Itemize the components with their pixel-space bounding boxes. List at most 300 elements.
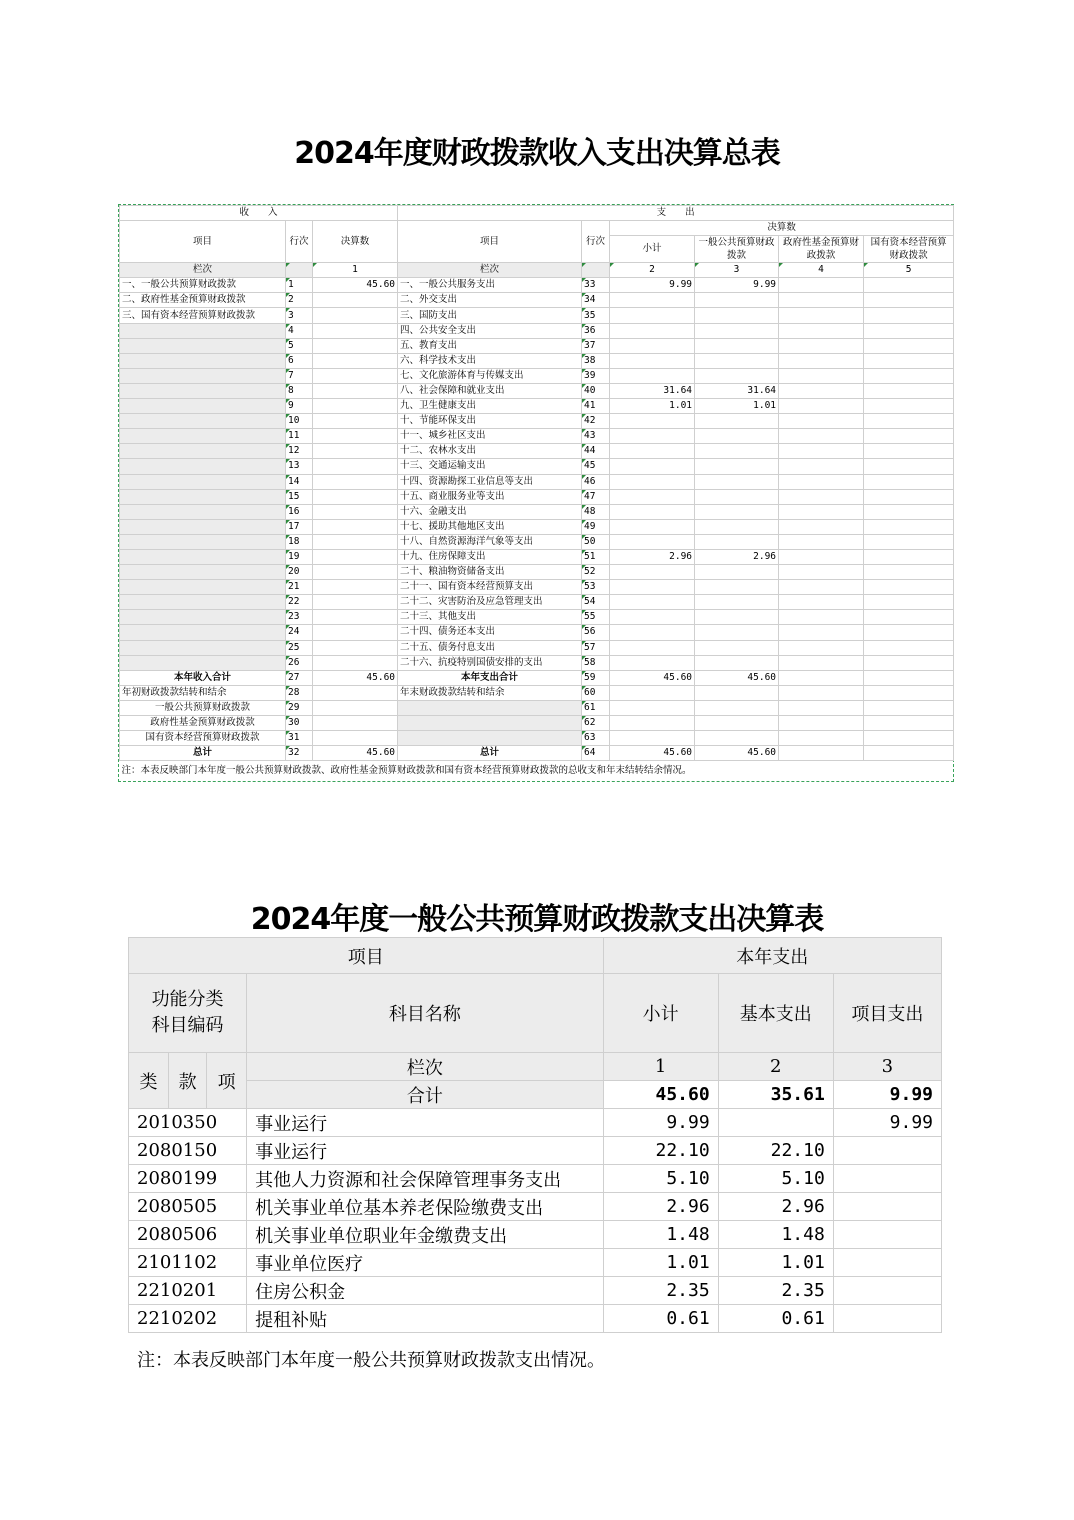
row-subtotal: 22.10: [603, 1137, 718, 1165]
carry-sub: [610, 731, 695, 746]
expense-item: 十九、住房保障支出: [398, 549, 582, 564]
expense-item: 二十三、其他支出: [398, 610, 582, 625]
table1-container: [118, 204, 954, 782]
expense-general: [695, 414, 779, 429]
table1-carry-row: [120, 731, 954, 746]
expense-fund: [779, 655, 864, 670]
expense-item: 十二、农林水支出: [398, 444, 582, 459]
expense-item: 二十二、灾害防治及应急管理支出: [398, 595, 582, 610]
table1-row: [120, 444, 954, 459]
expense-state: [864, 565, 954, 580]
expense-general: [695, 474, 779, 489]
expense-row-no: 38: [582, 353, 610, 368]
expense-row-no: 48: [582, 504, 610, 519]
grand-expense-no: 64: [582, 746, 610, 761]
income-row-no: 2: [286, 293, 313, 308]
expense-general: [695, 489, 779, 504]
expense-fund: [779, 534, 864, 549]
expense-item: 十、节能环保支出: [398, 414, 582, 429]
expense-row-no: 46: [582, 474, 610, 489]
expense-subtotal: [610, 565, 695, 580]
expense-state: [864, 489, 954, 504]
income-item: [120, 459, 286, 474]
carry-state: [864, 685, 954, 700]
expense-subtotal: [610, 625, 695, 640]
expense-row-no: 33: [582, 278, 610, 293]
row-project: [833, 1249, 941, 1277]
carry-income-amount: [313, 685, 398, 700]
expense-item: 十一、城乡社区支出: [398, 429, 582, 444]
expense-fund: [779, 293, 864, 308]
expense-fund: [779, 323, 864, 338]
carry-income-amount: [313, 700, 398, 715]
income-row-no: 21: [286, 580, 313, 595]
income-amount: [313, 489, 398, 504]
table1-row: [120, 308, 954, 323]
income-amount: [313, 565, 398, 580]
expense-row-no: 58: [582, 655, 610, 670]
expense-total-no: 59: [582, 670, 610, 685]
row-basic: 22.10: [718, 1137, 833, 1165]
row-code: 2080199: [129, 1165, 247, 1193]
table2-row: [129, 1221, 942, 1249]
expense-state: [864, 338, 954, 353]
col5-label: 5: [864, 263, 954, 278]
expense-general: [695, 323, 779, 338]
income-item: [120, 429, 286, 444]
row-name: 事业单位医疗: [247, 1249, 603, 1277]
row-basic: 1.48: [718, 1221, 833, 1249]
expense-item-header: 项目: [398, 221, 582, 263]
carry-income-amount: [313, 731, 398, 746]
income-amount: [313, 504, 398, 519]
row-basic: [718, 1109, 833, 1137]
row-code: 2080506: [129, 1221, 247, 1249]
expense-row-no: 44: [582, 444, 610, 459]
expense-state: [864, 519, 954, 534]
carry-expense-no: 60: [582, 685, 610, 700]
table1-note: 注：本表反映部门本年度一般公共预算财政拨款、政府性基金预算财政拨款和国有资本经营预算财政拨款的总收支和年末结转结余情况。: [121, 765, 692, 777]
expense-fund: [779, 640, 864, 655]
income-item: [120, 610, 286, 625]
col1-label: 1: [313, 263, 398, 278]
t2-code-line1: 功能分类: [151, 989, 224, 1010]
expense-state: [864, 278, 954, 293]
table1-row: [120, 338, 954, 353]
expense-state: [864, 625, 954, 640]
table1-row: [120, 383, 954, 398]
row-code: 2080150: [129, 1137, 247, 1165]
expense-subtotal: [610, 595, 695, 610]
expense-fund: [779, 549, 864, 564]
carry-income-no: 30: [286, 716, 313, 731]
t2-lei-header: 类: [129, 1053, 169, 1109]
table2-row: [129, 1305, 942, 1333]
expense-subtotal: [610, 580, 695, 595]
income-row-no: 3: [286, 308, 313, 323]
expense-general: [695, 610, 779, 625]
general-header: 一般公共预算财政拨款: [695, 236, 779, 263]
income-amount: [313, 308, 398, 323]
expense-total-sub: 45.60: [610, 670, 695, 685]
income-amount: [313, 353, 398, 368]
expense-subtotal: [610, 323, 695, 338]
income-amount: [313, 549, 398, 564]
table1-row: [120, 278, 954, 293]
expense-fund: [779, 368, 864, 383]
row-name: 提租补贴: [247, 1305, 603, 1333]
expense-state: [864, 595, 954, 610]
expense-state: [864, 308, 954, 323]
income-amount: [313, 459, 398, 474]
income-item: [120, 580, 286, 595]
expense-row-no: 43: [582, 429, 610, 444]
row-basic: 0.61: [718, 1305, 833, 1333]
income-item: [120, 595, 286, 610]
income-amount: [313, 580, 398, 595]
blank-cell: [582, 263, 610, 278]
table1-row: [120, 565, 954, 580]
table1-row: [120, 610, 954, 625]
income-amount: [313, 595, 398, 610]
income-amount: [313, 383, 398, 398]
expense-row-no: 49: [582, 519, 610, 534]
row-name: 机关事业单位职业年金缴费支出: [247, 1221, 603, 1249]
expense-general: [695, 625, 779, 640]
income-row-no: 10: [286, 414, 313, 429]
table1-row: [120, 323, 954, 338]
grand-fund: [779, 746, 864, 761]
carry-state: [864, 716, 954, 731]
expense-total-label: 本年支出合计: [398, 670, 582, 685]
table1-row: [120, 549, 954, 564]
expense-subtotal: [610, 640, 695, 655]
col2-label: 2: [610, 263, 695, 278]
grand-income-amount: 45.60: [313, 746, 398, 761]
carry-income-amount: [313, 716, 398, 731]
expense-fund: [779, 610, 864, 625]
table1-grand-row: [120, 746, 954, 761]
carry-state: [864, 700, 954, 715]
expense-subtotal: [610, 655, 695, 670]
expense-state: [864, 549, 954, 564]
income-row-no: 14: [286, 474, 313, 489]
row-basic: 5.10: [718, 1165, 833, 1193]
row-code: 2010350: [129, 1109, 247, 1137]
income-row-no: 7: [286, 368, 313, 383]
expense-state: [864, 534, 954, 549]
table1-row: [120, 640, 954, 655]
expense-subtotal: [610, 534, 695, 549]
income-amount: [313, 640, 398, 655]
income-row-no: 9: [286, 399, 313, 414]
expense-item: 十六、金融支出: [398, 504, 582, 519]
expense-item: 一、一般公共服务支出: [398, 278, 582, 293]
expense-subtotal: [610, 459, 695, 474]
expense-row-no: 47: [582, 489, 610, 504]
carry-income-no: 28: [286, 685, 313, 700]
t2-project-header: 项目支出: [833, 974, 941, 1053]
income-amount: [313, 534, 398, 549]
table2-row: [129, 1193, 942, 1221]
income-row-no: 12: [286, 444, 313, 459]
expense-row-no: 34: [582, 293, 610, 308]
row-code: 2080505: [129, 1193, 247, 1221]
expense-col-label: 栏次: [398, 263, 582, 278]
income-item: [120, 640, 286, 655]
t2-total-project: 9.99: [833, 1081, 941, 1109]
row-code: 2210201: [129, 1277, 247, 1305]
table2: [128, 937, 942, 1333]
t2-col1: 1: [603, 1053, 718, 1081]
carry-sub: [610, 700, 695, 715]
income-row-no: 19: [286, 549, 313, 564]
table1-row: [120, 429, 954, 444]
income-item: [120, 414, 286, 429]
row-name: 其他人力资源和社会保障管理事务支出: [247, 1165, 603, 1193]
income-amount: 45.60: [313, 278, 398, 293]
income-col-label: 栏次: [120, 263, 286, 278]
expense-row-no: 39: [582, 368, 610, 383]
row-basic: 1.01: [718, 1249, 833, 1277]
expense-item: 十八、自然资源海洋气象等支出: [398, 534, 582, 549]
row-subtotal: 1.48: [603, 1221, 718, 1249]
expense-subtotal: [610, 429, 695, 444]
expense-fund: [779, 519, 864, 534]
expense-subtotal: [610, 489, 695, 504]
table1-row: [120, 399, 954, 414]
expense-general: 9.99: [695, 278, 779, 293]
row-subtotal: 2.96: [603, 1193, 718, 1221]
expense-fund: [779, 474, 864, 489]
expense-row-no: 54: [582, 595, 610, 610]
table1-row: [120, 519, 954, 534]
expense-row-no: 45: [582, 459, 610, 474]
t2-code-header: [129, 974, 247, 1053]
expense-fund: [779, 353, 864, 368]
expense-header: 支 出: [398, 206, 954, 221]
income-item: [120, 399, 286, 414]
table1-row: [120, 625, 954, 640]
t2-xiang-header: 项: [207, 1053, 247, 1109]
carry-fund: [779, 716, 864, 731]
income-row-no: 5: [286, 338, 313, 353]
carry-gen: [695, 700, 779, 715]
carry-income-item: 政府性基金预算财政拨款: [120, 716, 286, 731]
table1-total-row: [120, 670, 954, 685]
expense-item: 二十五、债务付息支出: [398, 640, 582, 655]
expense-state: [864, 580, 954, 595]
income-item: [120, 504, 286, 519]
row-basic: 2.96: [718, 1193, 833, 1221]
carry-expense-no: 61: [582, 700, 610, 715]
row-project: [833, 1277, 941, 1305]
carry-income-no: 29: [286, 700, 313, 715]
income-row-no: 22: [286, 595, 313, 610]
income-row-no: 13: [286, 459, 313, 474]
expense-item: 六、科学技术支出: [398, 353, 582, 368]
income-item: 一、一般公共预算财政拨款: [120, 278, 286, 293]
expense-item: 七、文化旅游体育与传媒支出: [398, 368, 582, 383]
expense-state: [864, 474, 954, 489]
expense-state: [864, 383, 954, 398]
expense-subtotal: [610, 414, 695, 429]
expense-row-no: 36: [582, 323, 610, 338]
table2-row: [129, 1277, 942, 1305]
table2-title: 2024年度一般公共预算财政拨款支出决算表: [250, 902, 824, 937]
expense-general: [695, 580, 779, 595]
row-subtotal: 9.99: [603, 1109, 718, 1137]
income-total-no: 27: [286, 670, 313, 685]
income-amount: [313, 519, 398, 534]
income-total-amount: 45.60: [313, 670, 398, 685]
expense-row-no: 53: [582, 580, 610, 595]
carry-expense-no: 63: [582, 731, 610, 746]
col3-label: 3: [695, 263, 779, 278]
expense-subtotal: [610, 293, 695, 308]
income-item: [120, 519, 286, 534]
subtotal-header: 小计: [610, 236, 695, 263]
table2-row: [129, 1137, 942, 1165]
expense-subtotal: [610, 610, 695, 625]
expense-subtotal: 2.96: [610, 549, 695, 564]
expense-general: [695, 534, 779, 549]
table1-row: [120, 414, 954, 429]
expense-state: [864, 293, 954, 308]
expense-general: 2.96: [695, 549, 779, 564]
income-item: [120, 353, 286, 368]
t2-basic-header: 基本支出: [718, 974, 833, 1053]
expense-fund: [779, 308, 864, 323]
income-amount: [313, 323, 398, 338]
carry-income-item: 一般公共预算财政拨款: [120, 700, 286, 715]
income-row-no: 17: [286, 519, 313, 534]
expense-item: 五、教育支出: [398, 338, 582, 353]
expense-item: 十五、商业服务业等支出: [398, 489, 582, 504]
income-row-no: 23: [286, 610, 313, 625]
expense-item: 十七、援助其他地区支出: [398, 519, 582, 534]
carry-expense-item: 年末财政拨款结转和结余: [398, 685, 582, 700]
t2-code-line2: 科目编码: [151, 1015, 224, 1036]
income-amount: [313, 429, 398, 444]
col4-label: 4: [779, 263, 864, 278]
state-header: 国有资本经营预算财政拨款: [864, 236, 954, 263]
expense-row-no: 37: [582, 338, 610, 353]
row-basic: 2.35: [718, 1277, 833, 1305]
table1-row: [120, 293, 954, 308]
grand-income-label: 总计: [120, 746, 286, 761]
income-amount: [313, 399, 398, 414]
expense-state: [864, 353, 954, 368]
expense-general: 31.64: [695, 383, 779, 398]
expense-row-no: 35: [582, 308, 610, 323]
income-row-no: 1: [286, 278, 313, 293]
expense-state: [864, 610, 954, 625]
t2-total-sub: 45.60: [603, 1081, 718, 1109]
income-row-no: 6: [286, 353, 313, 368]
table1-title: 2024年度财政拨款收入支出决算总表: [294, 136, 780, 171]
expense-total-gen: 45.60: [695, 670, 779, 685]
income-item: [120, 368, 286, 383]
expense-row-no: 56: [582, 625, 610, 640]
income-amount-header: 决算数: [313, 221, 398, 263]
expense-general: [695, 565, 779, 580]
row-subtotal: 0.61: [603, 1305, 718, 1333]
expense-item: 二十六、抗疫特别国债安排的支出: [398, 655, 582, 670]
income-item: [120, 383, 286, 398]
income-item: [120, 474, 286, 489]
row-project: 9.99: [833, 1109, 941, 1137]
income-amount: [313, 293, 398, 308]
income-row-no: 20: [286, 565, 313, 580]
settle-header: 决算数: [610, 221, 954, 236]
expense-row-no: 57: [582, 640, 610, 655]
table1-row: [120, 489, 954, 504]
t2-name-header: 科目名称: [247, 974, 603, 1053]
row-subtotal: 2.35: [603, 1277, 718, 1305]
expense-fund: [779, 444, 864, 459]
row-name: 事业运行: [247, 1109, 603, 1137]
income-amount: [313, 414, 398, 429]
expense-state: [864, 399, 954, 414]
income-amount: [313, 625, 398, 640]
expense-subtotal: [610, 444, 695, 459]
expense-general: [695, 459, 779, 474]
expense-subtotal: [610, 519, 695, 534]
expense-general: [695, 308, 779, 323]
row-project: [833, 1221, 941, 1249]
row-code: 2101102: [129, 1249, 247, 1277]
expense-total-state: [864, 670, 954, 685]
expense-subtotal: [610, 504, 695, 519]
table1-row: [120, 459, 954, 474]
table1-carry-row: [120, 716, 954, 731]
row-project: [833, 1193, 941, 1221]
expense-fund: [779, 278, 864, 293]
income-rowno-header: 行次: [286, 221, 313, 263]
expense-general: [695, 353, 779, 368]
carry-income-item: 年初财政拨款结转和结余: [120, 685, 286, 700]
expense-row-no: 40: [582, 383, 610, 398]
expense-item: 四、公共安全支出: [398, 323, 582, 338]
income-item: [120, 534, 286, 549]
t2-col3: 3: [833, 1053, 941, 1081]
table1-row: [120, 368, 954, 383]
expense-row-no: 51: [582, 549, 610, 564]
expense-general: [695, 368, 779, 383]
expense-fund: [779, 459, 864, 474]
income-row-no: 4: [286, 323, 313, 338]
carry-gen: [695, 685, 779, 700]
expense-fund: [779, 595, 864, 610]
expense-fund: [779, 429, 864, 444]
grand-state: [864, 746, 954, 761]
expense-state: [864, 323, 954, 338]
income-item-header: 项目: [120, 221, 286, 263]
grand-sub: 45.60: [610, 746, 695, 761]
income-amount: [313, 368, 398, 383]
carry-expense-item: [398, 700, 582, 715]
table2-row: [129, 1165, 942, 1193]
income-total-label: 本年收入合计: [120, 670, 286, 685]
expense-state: [864, 368, 954, 383]
row-project: [833, 1137, 941, 1165]
table1-note-row: [120, 761, 954, 782]
income-amount: [313, 444, 398, 459]
table1-row: [120, 504, 954, 519]
carry-fund: [779, 731, 864, 746]
expense-general: [695, 640, 779, 655]
